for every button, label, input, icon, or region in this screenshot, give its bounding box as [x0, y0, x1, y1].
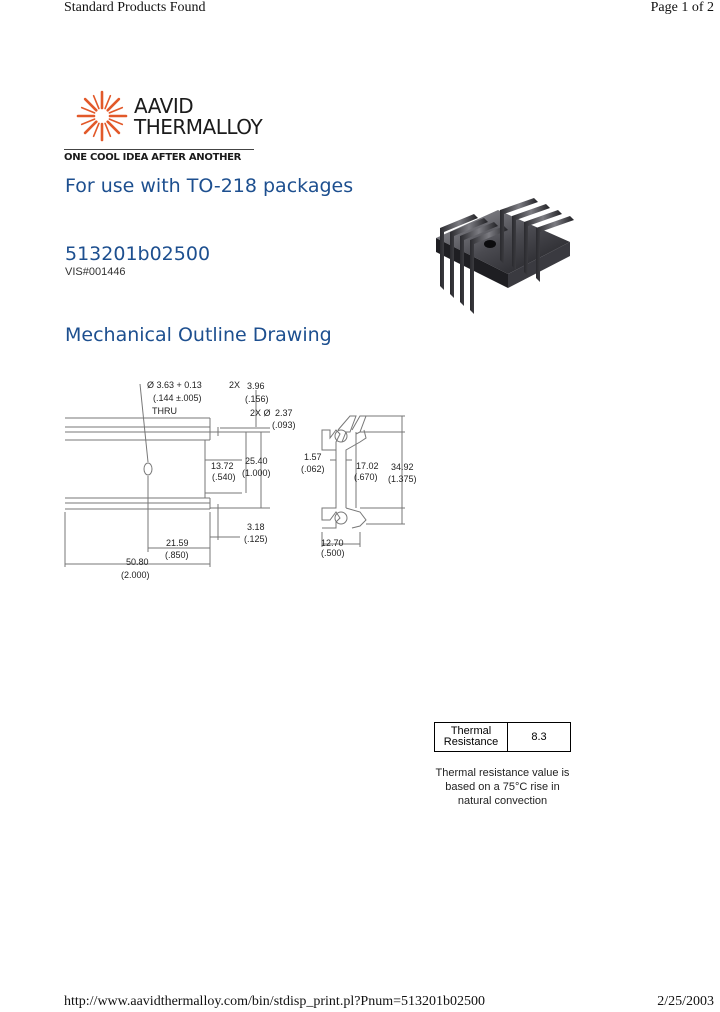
dim-h2-in: (1.000)	[242, 468, 271, 478]
thermal-label-line1: Thermal	[450, 725, 492, 737]
thermal-resistance-value: 8.3	[508, 723, 571, 752]
dim-w2: 50.80	[126, 557, 149, 567]
dim-inner: 17.02	[356, 461, 379, 471]
dim-w1: 21.59	[166, 538, 189, 548]
dim-thickness-in: (.062)	[301, 464, 325, 474]
dim-h2: 25.40	[245, 456, 268, 466]
dim-offset: 3.18	[247, 522, 265, 532]
dim-thickness: 1.57	[304, 452, 322, 462]
thermal-resistance-table	[434, 722, 571, 752]
dim-w1-in: (.850)	[165, 550, 189, 560]
note-line1: Thermal resistance value is	[435, 767, 570, 779]
logo-tagline: ONE COOL IDEA AFTER ANOTHER	[64, 152, 242, 163]
dim-base: 12.70	[321, 538, 344, 548]
dim-slot-w: 3.96	[247, 381, 265, 391]
page-indicator: Page 1 of 2	[650, 0, 714, 15]
dim-inner-in: (.670)	[354, 472, 378, 482]
footer-date: 2/25/2003	[657, 994, 714, 1009]
note-line2: based on a 75°C rise in	[445, 781, 560, 793]
dim-w2-in: (2.000)	[121, 570, 150, 580]
thermal-note	[425, 766, 580, 808]
thermal-label-line2: Resistance	[443, 736, 499, 748]
note-line3: natural convection	[457, 795, 548, 807]
heatsink-product-image	[428, 198, 578, 322]
footer-url: http://www.aavidthermalloy.com/bin/stdisp_print.pl?Pnum=513201b02500	[64, 994, 485, 1009]
dim-slot-2x: 2X	[229, 380, 241, 390]
dim-h1-in: (.540)	[212, 472, 236, 482]
logo-divider	[64, 149, 254, 150]
company-logo	[64, 90, 264, 165]
dim-pin-d-in: (.093)	[272, 420, 296, 430]
dim-pin-d: 2.37	[275, 408, 293, 418]
dim-h1: 13.72	[211, 461, 234, 471]
dim-slot-w-in: (.156)	[245, 394, 269, 404]
dim-pin-2x: 2X Ø	[250, 408, 271, 418]
vis-number: VIS#001446	[65, 266, 126, 278]
logo-line1: AAVID	[134, 94, 194, 118]
section-title: Mechanical Outline Drawing	[65, 324, 332, 346]
dim-hole-diam: Ø 3.63 + 0.13	[147, 380, 202, 390]
dim-outer: 34.92	[391, 462, 414, 472]
thermal-resistance-label	[435, 723, 508, 752]
page-title: For use with TO-218 packages	[65, 175, 354, 197]
starburst-logo-icon	[76, 90, 128, 142]
dim-hole-diam-in: (.144 ±.005)	[153, 393, 202, 403]
dim-base-in: (.500)	[321, 548, 345, 558]
dim-thru: THRU	[152, 406, 177, 416]
part-number: 513201b02500	[65, 243, 211, 265]
header-title: Standard Products Found	[64, 0, 206, 15]
dim-offset-in: (.125)	[244, 534, 268, 544]
logo-line2: THERMALLOY	[134, 115, 263, 139]
dim-outer-in: (1.375)	[388, 474, 417, 484]
